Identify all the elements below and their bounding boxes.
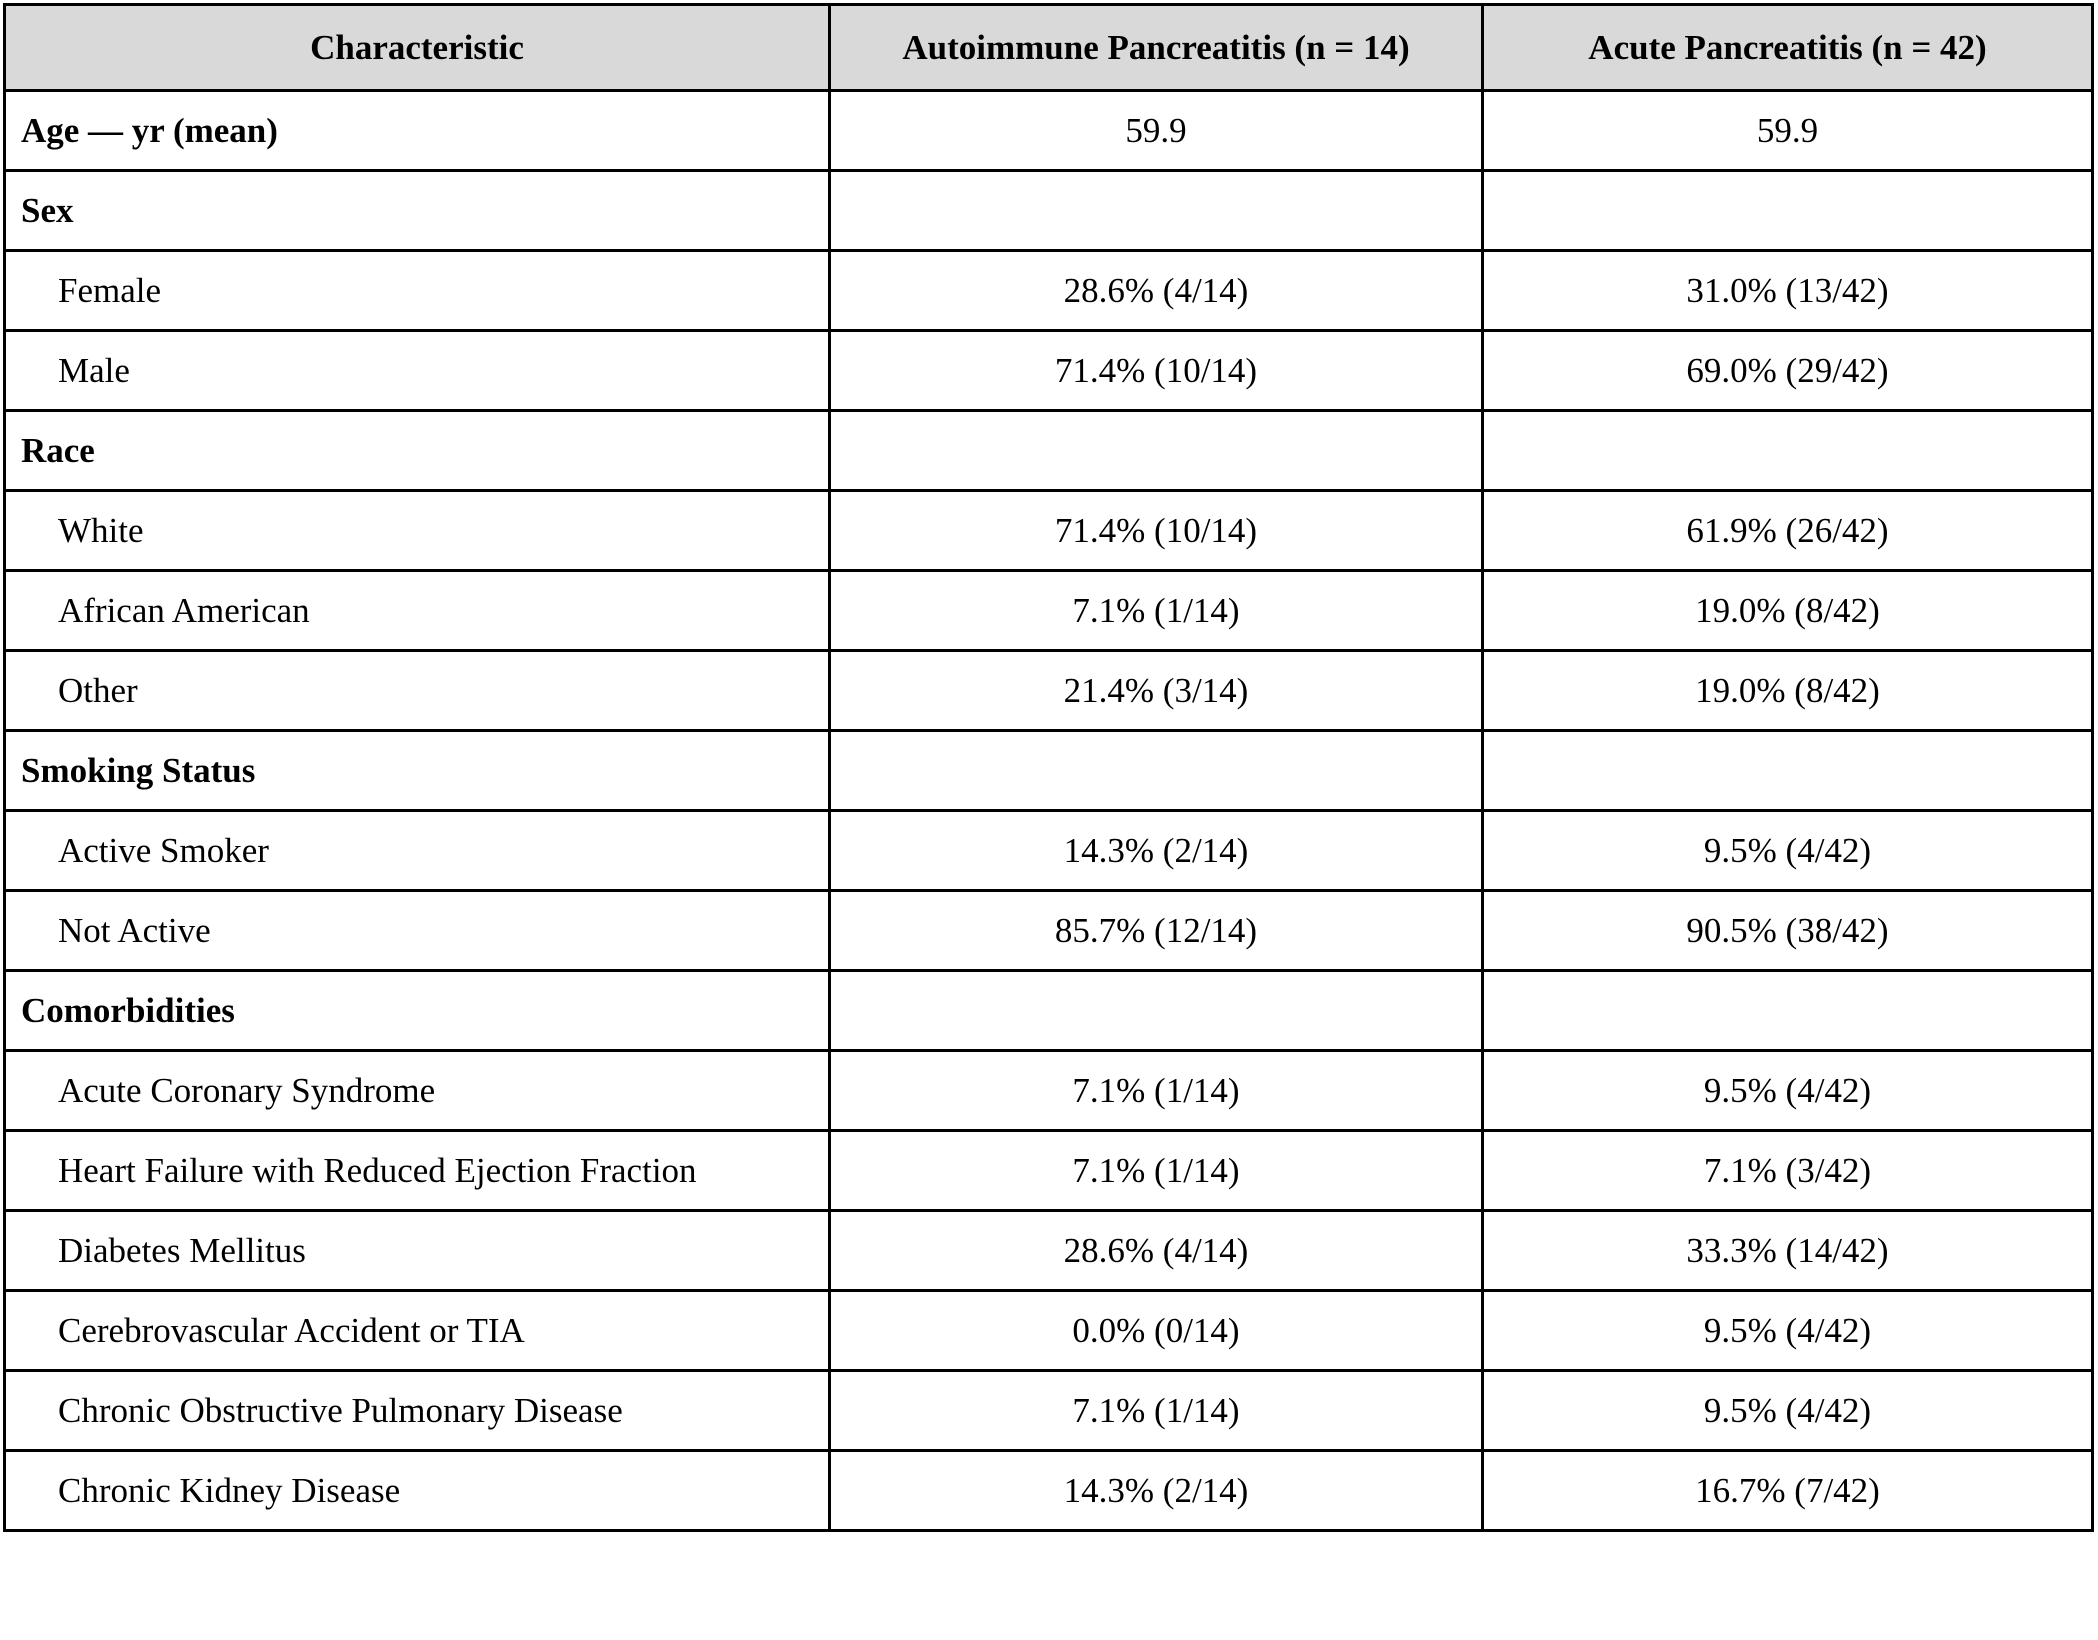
autoimmune-pancreatitis-value: 21.4% (3/14) <box>830 651 1483 731</box>
header-characteristic: Characteristic <box>5 5 830 91</box>
table-row <box>5 651 2093 731</box>
acute-pancreatitis-value: 90.5% (38/42) <box>1483 891 2093 971</box>
row-label: Active Smoker <box>5 811 830 891</box>
table-row <box>5 1371 2093 1451</box>
table-row <box>5 1131 2093 1211</box>
row-label: White <box>5 491 830 571</box>
table-header <box>5 5 2093 91</box>
autoimmune-pancreatitis-value <box>830 411 1483 491</box>
table-row <box>5 811 2093 891</box>
table-row <box>5 731 2093 811</box>
autoimmune-pancreatitis-value: 0.0% (0/14) <box>830 1291 1483 1371</box>
acute-pancreatitis-value: 61.9% (26/42) <box>1483 491 2093 571</box>
row-label: Cerebrovascular Accident or TIA <box>5 1291 830 1371</box>
table-body <box>5 91 2093 1531</box>
row-label: Chronic Kidney Disease <box>5 1451 830 1531</box>
row-label: Acute Coronary Syndrome <box>5 1051 830 1131</box>
acute-pancreatitis-value <box>1483 171 2093 251</box>
group-label: Sex <box>5 171 830 251</box>
autoimmune-pancreatitis-value: 28.6% (4/14) <box>830 1211 1483 1291</box>
acute-pancreatitis-value: 33.3% (14/42) <box>1483 1211 2093 1291</box>
table-row <box>5 331 2093 411</box>
acute-pancreatitis-value: 16.7% (7/42) <box>1483 1451 2093 1531</box>
row-label: Heart Failure with Reduced Ejection Fraction <box>5 1131 830 1211</box>
header-acute-pancreatitis: Acute Pancreatitis (n = 42) <box>1483 5 2093 91</box>
autoimmune-pancreatitis-value <box>830 971 1483 1051</box>
row-label: Diabetes Mellitus <box>5 1211 830 1291</box>
acute-pancreatitis-value: 19.0% (8/42) <box>1483 651 2093 731</box>
autoimmune-pancreatitis-value: 7.1% (1/14) <box>830 1371 1483 1451</box>
characteristics-table <box>3 3 2094 1532</box>
row-label: Not Active <box>5 891 830 971</box>
acute-pancreatitis-value: 69.0% (29/42) <box>1483 331 2093 411</box>
table-row <box>5 1211 2093 1291</box>
acute-pancreatitis-value: 59.9 <box>1483 91 2093 171</box>
autoimmune-pancreatitis-value: 7.1% (1/14) <box>830 571 1483 651</box>
table-row <box>5 411 2093 491</box>
table-row <box>5 1451 2093 1531</box>
acute-pancreatitis-value: 9.5% (4/42) <box>1483 811 2093 891</box>
autoimmune-pancreatitis-value: 85.7% (12/14) <box>830 891 1483 971</box>
table-row <box>5 571 2093 651</box>
acute-pancreatitis-value <box>1483 731 2093 811</box>
autoimmune-pancreatitis-value: 71.4% (10/14) <box>830 491 1483 571</box>
table-row <box>5 491 2093 571</box>
group-label: Smoking Status <box>5 731 830 811</box>
header-row <box>5 5 2093 91</box>
row-label: Other <box>5 651 830 731</box>
group-label: Race <box>5 411 830 491</box>
table-row <box>5 91 2093 171</box>
acute-pancreatitis-value: 9.5% (4/42) <box>1483 1291 2093 1371</box>
group-label: Age — yr (mean) <box>5 91 830 171</box>
autoimmune-pancreatitis-value: 28.6% (4/14) <box>830 251 1483 331</box>
row-label: Female <box>5 251 830 331</box>
table-row <box>5 1291 2093 1371</box>
autoimmune-pancreatitis-value <box>830 731 1483 811</box>
group-label: Comorbidities <box>5 971 830 1051</box>
row-label: Male <box>5 331 830 411</box>
autoimmune-pancreatitis-value: 7.1% (1/14) <box>830 1051 1483 1131</box>
acute-pancreatitis-value <box>1483 411 2093 491</box>
autoimmune-pancreatitis-value: 71.4% (10/14) <box>830 331 1483 411</box>
autoimmune-pancreatitis-value: 14.3% (2/14) <box>830 811 1483 891</box>
autoimmune-pancreatitis-value: 14.3% (2/14) <box>830 1451 1483 1531</box>
table-row <box>5 1051 2093 1131</box>
table-row <box>5 891 2093 971</box>
acute-pancreatitis-value: 19.0% (8/42) <box>1483 571 2093 651</box>
acute-pancreatitis-value: 31.0% (13/42) <box>1483 251 2093 331</box>
table-row <box>5 171 2093 251</box>
autoimmune-pancreatitis-value: 7.1% (1/14) <box>830 1131 1483 1211</box>
row-label: African American <box>5 571 830 651</box>
table-row <box>5 971 2093 1051</box>
acute-pancreatitis-value <box>1483 971 2093 1051</box>
autoimmune-pancreatitis-value <box>830 171 1483 251</box>
acute-pancreatitis-value: 9.5% (4/42) <box>1483 1051 2093 1131</box>
header-autoimmune-pancreatitis: Autoimmune Pancreatitis (n = 14) <box>830 5 1483 91</box>
table-row <box>5 251 2093 331</box>
autoimmune-pancreatitis-value: 59.9 <box>830 91 1483 171</box>
acute-pancreatitis-value: 7.1% (3/42) <box>1483 1131 2093 1211</box>
acute-pancreatitis-value: 9.5% (4/42) <box>1483 1371 2093 1451</box>
row-label: Chronic Obstructive Pulmonary Disease <box>5 1371 830 1451</box>
